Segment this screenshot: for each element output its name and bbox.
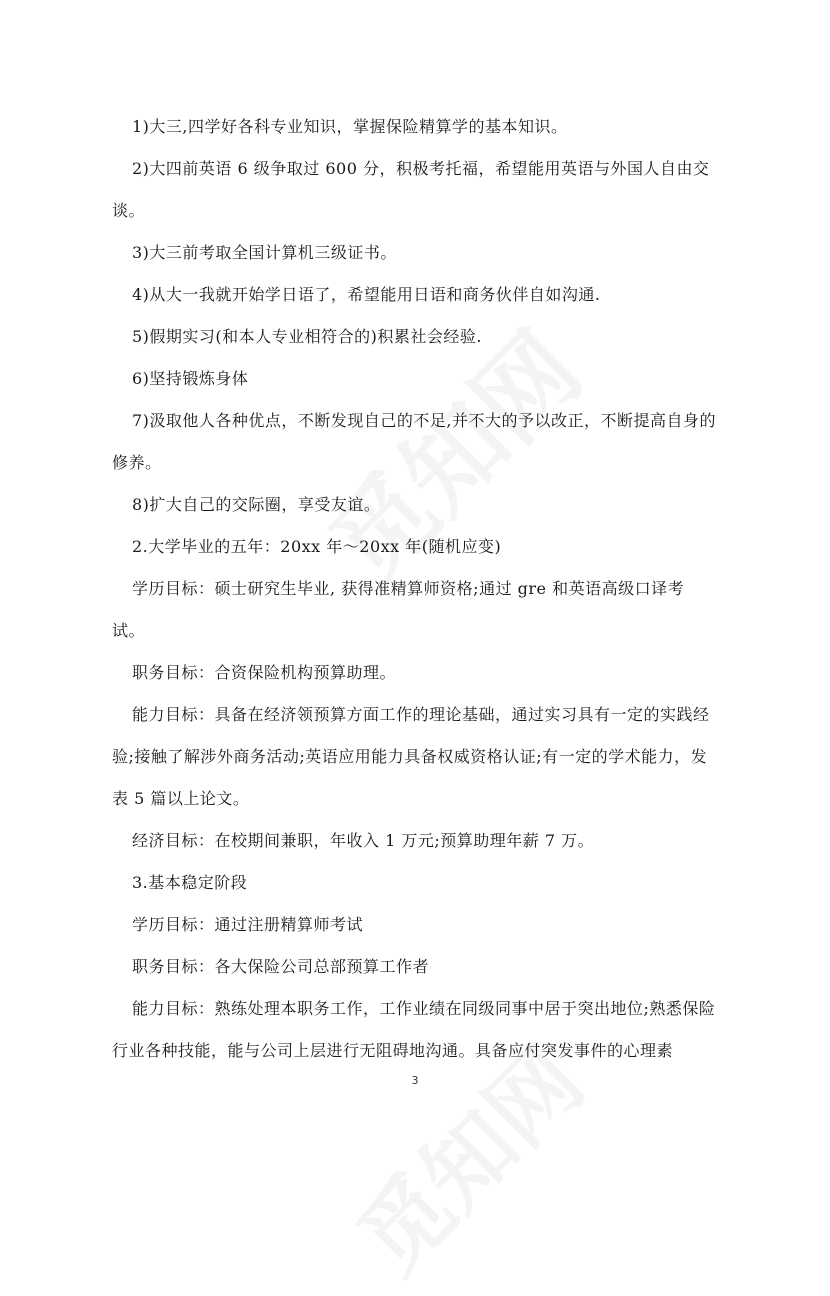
paragraph-5: 5)假期实习(和本人专业相符合的)积累社会经验. xyxy=(132,327,482,346)
document-body xyxy=(112,106,717,1072)
paragraph-position-goal-2: 职务目标：各大保险公司总部预算工作者 xyxy=(132,957,430,976)
section-heading-3: 3.基本稳定阶段 xyxy=(132,873,248,892)
paragraph-education-goal: 学历目标：硕士研究生毕业, 获得准精算师资格;通过 gre 和英语高级口译考试。 xyxy=(112,579,685,640)
paragraph-6: 6)坚持锻炼身体 xyxy=(132,369,249,388)
paragraph-7: 7)汲取他人各种优点，不断发现自己的不足,并不大的予以改正，不断提高自身的修养。 xyxy=(112,411,717,472)
paragraph-2: 2)大四前英语 6 级争取过 600 分，积极考托福，希望能用英语与外国人自由交谈。 xyxy=(112,159,710,220)
paragraph-economic-goal: 经济目标：在校期间兼职，年收入 1 万元;预算助理年薪 7 万。 xyxy=(132,831,595,850)
paragraph-3: 3)大三前考取全国计算机三级证书。 xyxy=(132,243,397,262)
paragraph-ability-goal: 能力目标：具备在经济领预算方面工作的理论基础，通过实习具有一定的实践经验;接触了解涉外商务活动;英语应用能力具备权威资格认证;有一定的学术能力，发表 5 篇以上论文。 xyxy=(112,705,710,808)
paragraph-ability-goal-2: 能力目标：熟练处理本职务工作，工作业绩在同级同事中居于突出地位;熟悉保险行业各种技能，能与公司上层进行无阻碍地沟通。具备应付突发事件的心理素 xyxy=(112,999,716,1060)
section-heading-2: 2.大学毕业的五年：20xx 年～20xx 年(随机应变) xyxy=(132,537,502,556)
paragraph-education-goal-2: 学历目标：通过注册精算师考试 xyxy=(132,915,364,934)
paragraph-1: 1)大三,四学好各科专业知识，掌握保险精算学的基本知识。 xyxy=(132,117,568,136)
paragraph-8: 8)扩大自己的交际圈，享受友谊。 xyxy=(132,495,381,514)
paragraph-4: 4)从大一我就开始学日语了，希望能用日语和商务伙伴自如沟通. xyxy=(132,285,601,304)
paragraph-position-goal: 职务目标：合资保险机构预算助理。 xyxy=(132,663,397,682)
page-number: 3 xyxy=(411,1074,419,1087)
